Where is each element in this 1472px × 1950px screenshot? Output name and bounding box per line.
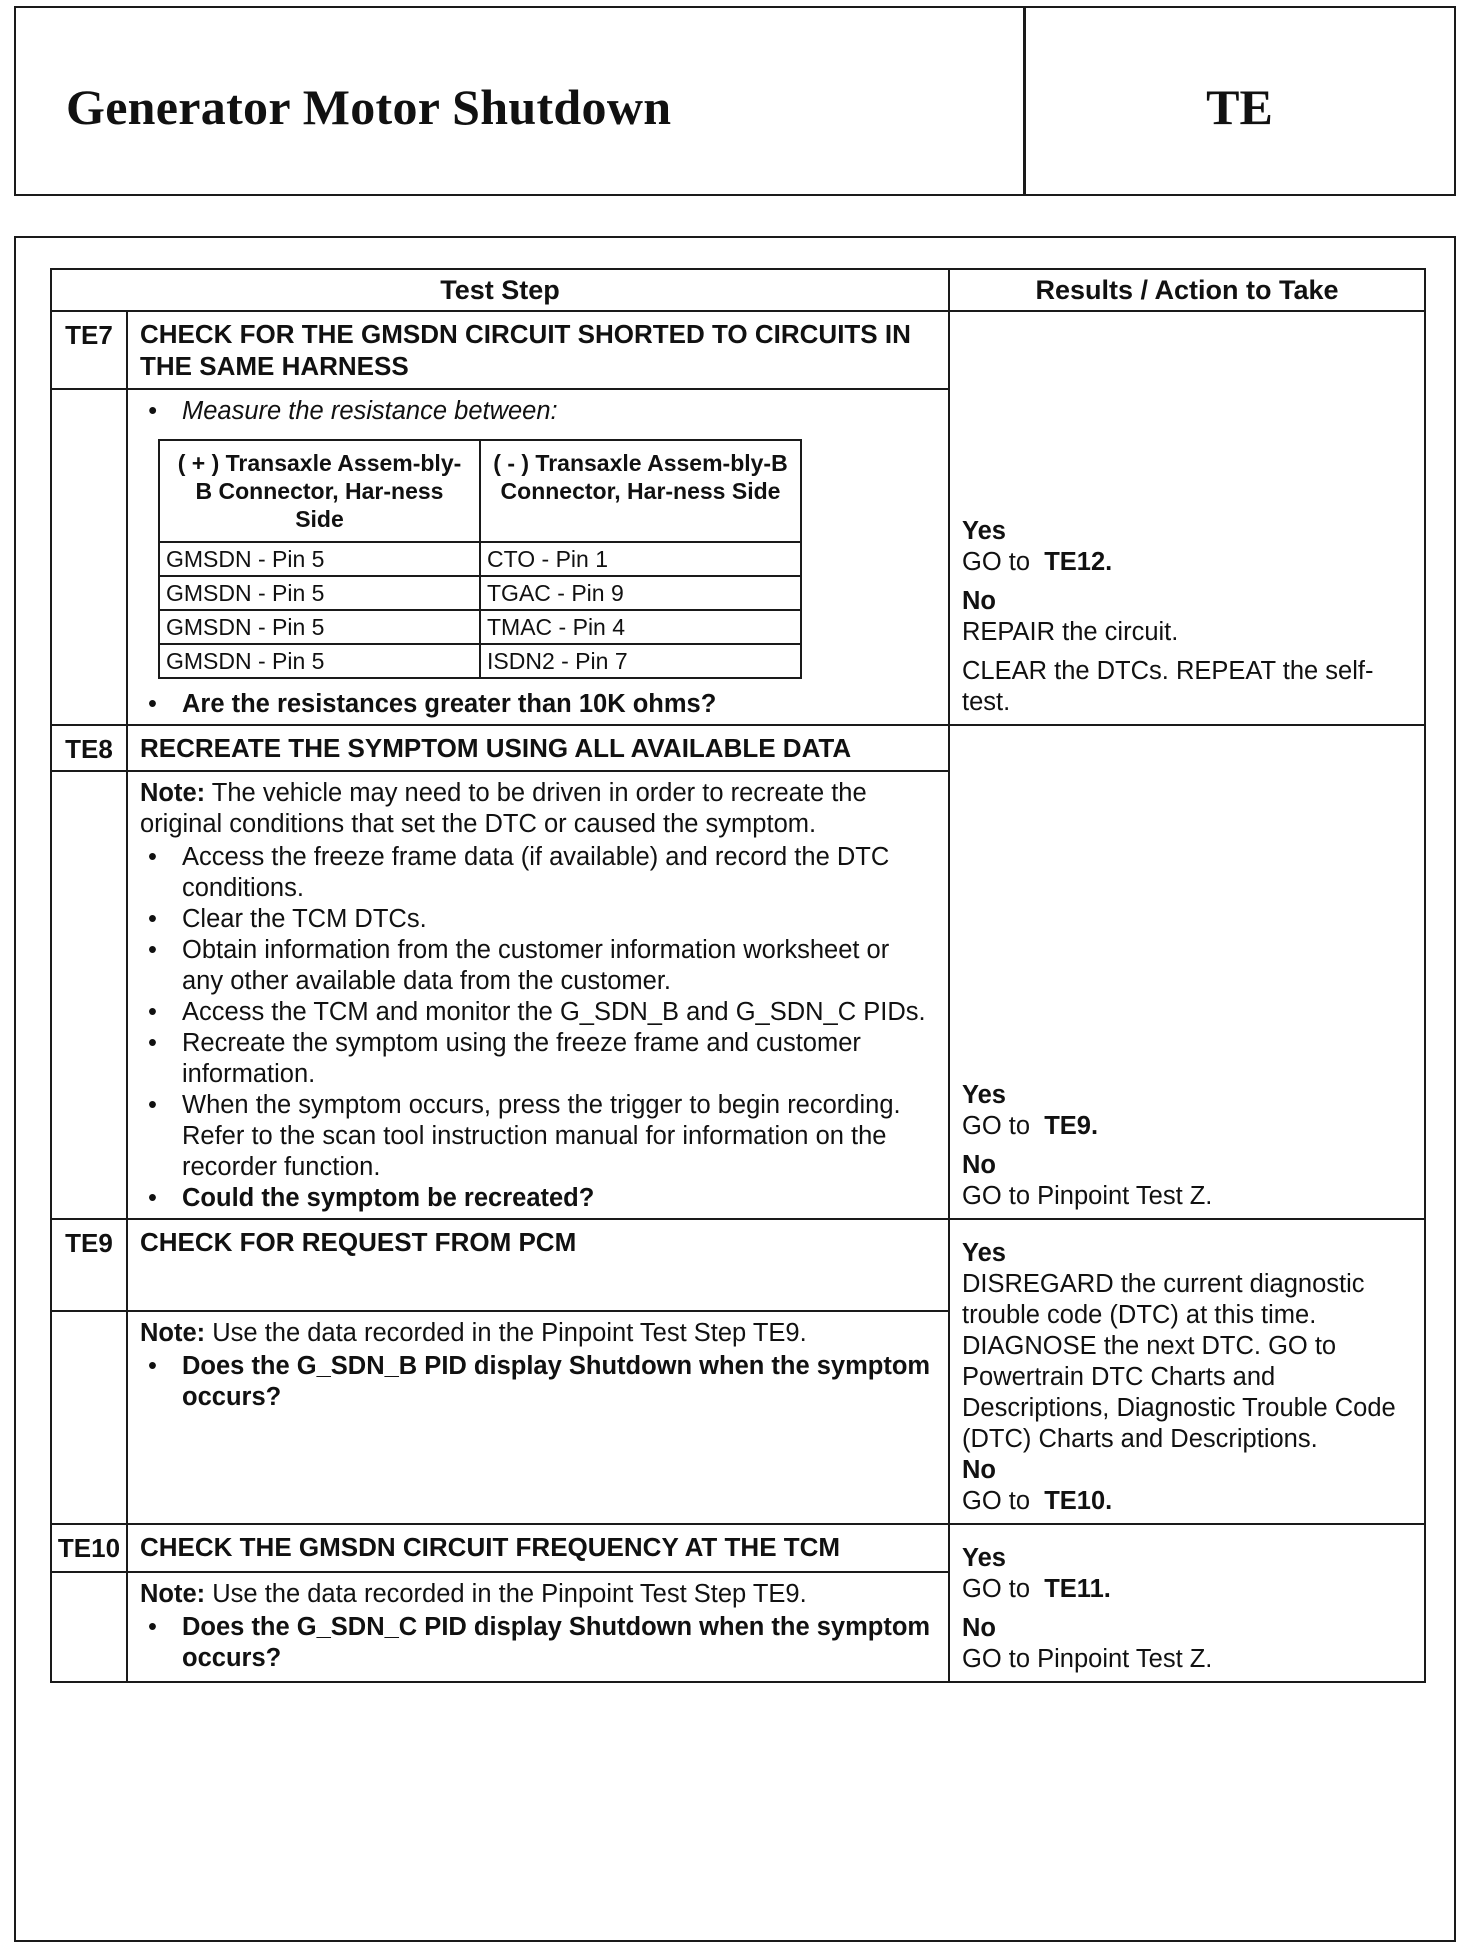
cell: ISDN2 - Pin 7 [480,644,801,678]
resistance-table [158,439,802,679]
sub-header-negative: ( - ) Transaxle Assem-bly-B Connector, Har-ness Side [480,440,801,542]
no-action: REPAIR the circuit. [962,618,1179,646]
no-target: TE10. [1044,1487,1113,1515]
list-item: • Clear the TCM DTCs. [140,904,936,935]
table-row [159,576,801,610]
yes-action: DISREGARD the current diagnostic trouble code (DTC) at this time. DIAGNOSE the next DTC. GO to Powertrain DTC Charts and Descriptions, Diagnostic Trouble Code (DTC) Charts and Descriptions. [962,1270,1396,1453]
cell: TGAC - Pin 9 [480,576,801,610]
results-te7 [949,311,1425,725]
step-id: TE10 [51,1524,127,1572]
yes-action: GO to [962,1575,1031,1603]
table-row [159,610,801,644]
list-item: • Recreate the symptom using the freeze frame and customer information. [140,1028,936,1090]
step-row-te9 [51,1219,1425,1311]
step-id-spacer [51,1311,127,1524]
step-question: Could the symptom be recreated? [182,1184,595,1212]
cell: TMAC - Pin 4 [480,610,801,644]
yes-action: GO to [962,1112,1031,1140]
list-item: • Access the freeze frame data (if available) and record the DTC conditions. [140,842,936,904]
yes-target: TE12. [1044,548,1113,576]
note-label: Note: [140,779,206,807]
step-body-te10 [127,1572,949,1683]
list-item: • When the symptom occurs, press the trigger to begin recording. Refer to the scan tool instruction manual for information on the recorder function. [140,1090,936,1183]
yes-target: TE9. [1044,1112,1099,1140]
header-code-box [1023,6,1456,196]
list-item: • Access the TCM and monitor the G_SDN_B and G_SDN_C PIDs. [140,997,936,1028]
yes-label: Yes [962,1239,1006,1267]
no-label: No [962,1456,996,1484]
no-action: GO to Pinpoint Test Z. [962,1645,1213,1673]
cell: GMSDN - Pin 5 [159,644,480,678]
list-item: • Obtain information from the customer information worksheet or any other available data from the customer. [140,935,936,997]
step-question: Does the G_SDN_B PID display Shutdown when the symptom occurs? [182,1351,931,1411]
step-id-spacer [51,389,127,725]
cell: CTO - Pin 1 [480,542,801,576]
step-row-te8 [51,725,1425,771]
step-title: CHECK FOR REQUEST FROM PCM [127,1219,949,1311]
sub-header-positive: ( + ) Transaxle Assem-bly-B Connector, Har-ness Side [159,440,480,542]
yes-label: Yes [962,517,1006,545]
header-title-box [14,6,1026,196]
step-body-te7 [127,389,949,725]
yes-label: Yes [962,1544,1006,1572]
step-title: CHECK FOR THE GMSDN CIRCUIT SHORTED TO CIRCUITS IN THE SAME HARNESS [127,311,949,389]
step-question: Are the resistances greater than 10K ohms? [182,690,717,718]
step-row-te7 [51,311,1425,389]
no-action-2: CLEAR the DTCs. REPEAT the self-test. [962,657,1374,716]
cell: GMSDN - Pin 5 [159,610,480,644]
yes-action: GO to [962,548,1031,576]
note-text: Use the data recorded in the Pinpoint Test Step TE9. [212,1318,807,1347]
yes-target: TE11. [1044,1575,1111,1603]
no-label: No [962,1151,996,1179]
pinpoint-code: TE [1206,79,1273,135]
results-te10 [949,1524,1425,1682]
results-te8 [949,725,1425,1219]
note-text: The vehicle may need to be driven in order to recreate the original conditions that set the DTC or caused the symptom. [140,779,867,838]
note-label: Note: [140,1579,206,1608]
col-header-results: Results / Action to Take [949,269,1425,311]
step-id-spacer [51,771,127,1219]
no-label: No [962,587,996,615]
step-title: CHECK THE GMSDN CIRCUIT FREQUENCY AT THE TCM [127,1524,949,1572]
col-header-test-step: Test Step [51,269,949,311]
measure-instruction: • Measure the resistance between: [140,396,936,427]
step-body-te9 [127,1311,949,1524]
cell: GMSDN - Pin 5 [159,542,480,576]
step-id: TE8 [51,725,127,771]
step-id: TE9 [51,1219,127,1311]
step-title: RECREATE THE SYMPTOM USING ALL AVAILABLE DATA [127,725,949,771]
no-action: GO to Pinpoint Test Z. [962,1182,1213,1210]
no-label: No [962,1614,996,1642]
test-step-table [50,268,1426,1683]
step-body-te8 [127,771,949,1219]
table-row [159,644,801,678]
step-question: Does the G_SDN_C PID display Shutdown when the symptom occurs? [182,1612,931,1672]
step-id: TE7 [51,311,127,389]
yes-label: Yes [962,1081,1006,1109]
cell: GMSDN - Pin 5 [159,576,480,610]
note-text: Use the data recorded in the Pinpoint Test Step TE9. [212,1579,807,1608]
table-row [159,542,801,576]
note-label: Note: [140,1318,206,1347]
page-title: Generator Motor Shutdown [66,79,672,135]
step-row-te10 [51,1524,1425,1572]
results-te9 [949,1219,1425,1524]
no-action: GO to [962,1487,1031,1515]
step-id-spacer [51,1572,127,1683]
